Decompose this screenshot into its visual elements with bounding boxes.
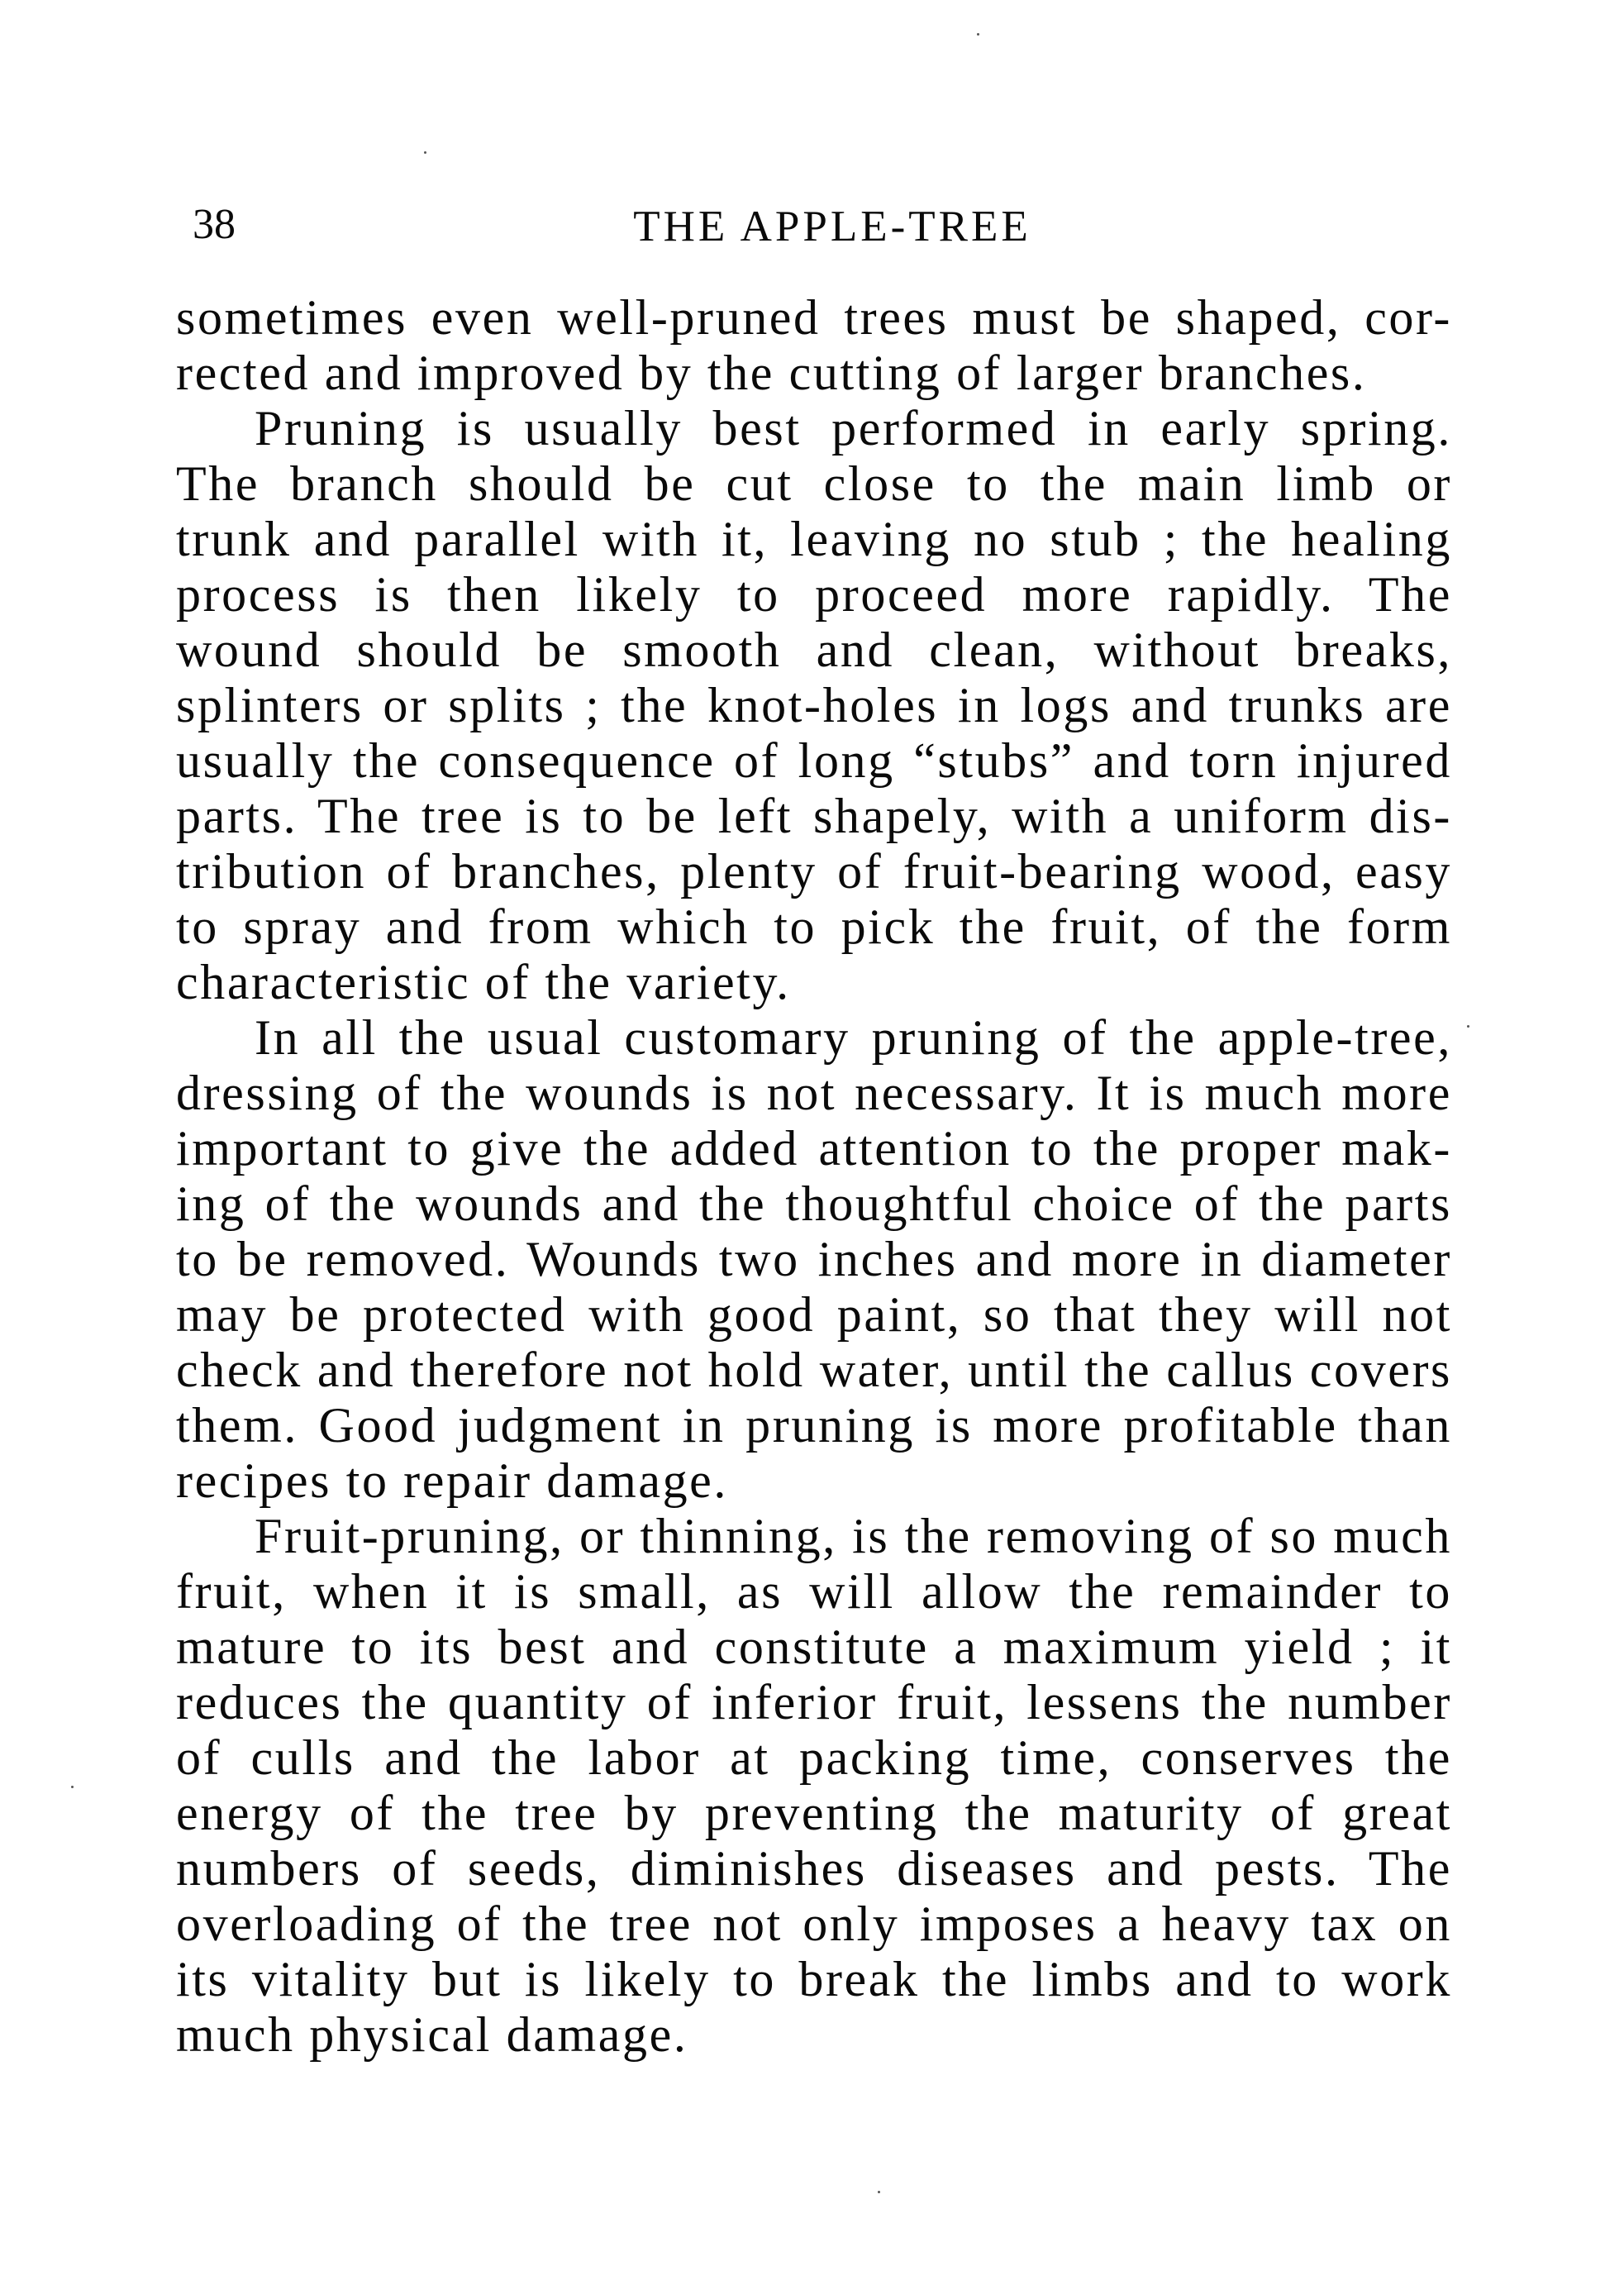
text-line: dressing of the wounds is not necessary. It is much more xyxy=(176,1066,1452,1120)
paragraph-wound-dressing xyxy=(176,1010,1452,1509)
running-title: THE APPLE-TREE xyxy=(633,203,1031,250)
text-line: fruit, when it is small, as will allow the remainder to xyxy=(176,1564,1452,1619)
scan-speck xyxy=(1467,1025,1469,1028)
text-line: overloading of the tree not only imposes a heavy tax on xyxy=(176,1896,1452,1951)
text-line: reduces the quantity of inferior fruit, lessens the number xyxy=(176,1675,1452,1729)
text-line: trunk and parallel with it, leaving no stub ; the healing xyxy=(176,512,1452,566)
text-line: them. Good judgment in pruning is more profitable than xyxy=(176,1398,1452,1453)
text-line: check and therefore not hold water, until the callus covers xyxy=(176,1343,1452,1397)
running-head xyxy=(0,0,1624,265)
paragraph-pruning-method xyxy=(176,401,1452,1010)
scan-speck xyxy=(71,1786,74,1788)
text-line: parts. The tree is to be left shapely, with a uniform dis- xyxy=(176,789,1452,843)
text-line: much physical damage. xyxy=(176,2007,688,2062)
text-line: its vitality but is likely to break the limbs and to work xyxy=(176,1952,1452,2006)
text-line: recipes to repair damage. xyxy=(176,1453,729,1508)
text-line: ing of the wounds and the thoughtful choice of the parts xyxy=(176,1176,1452,1231)
text-line: usually the consequence of long “stubs” and torn injured xyxy=(176,733,1452,788)
scan-speck xyxy=(424,151,426,154)
page-number: 38 xyxy=(193,201,236,248)
text-line: tribution of branches, plenty of fruit-bearing wood, easy xyxy=(176,844,1452,899)
text-line: Fruit-pruning, or thinning, is the removing of so much xyxy=(255,1509,1452,1563)
text-line: Pruning is usually best performed in early spring. xyxy=(255,401,1452,456)
text-line: to be removed. Wounds two inches and more in diameter xyxy=(176,1232,1452,1286)
text-line: The branch should be cut close to the main limb or xyxy=(176,456,1452,511)
paragraph-continuation xyxy=(176,290,1452,401)
text-line: wound should be smooth and clean, without breaks, xyxy=(176,623,1452,677)
text-line: In all the usual customary pruning of the apple-tree, xyxy=(255,1010,1452,1065)
text-line: of culls and the labor at packing time, conserves the xyxy=(176,1730,1452,1785)
text-line: may be protected with good paint, so that they will not xyxy=(176,1287,1452,1342)
body-text xyxy=(176,290,1452,2063)
text-line: splinters or splits ; the knot-holes in logs and trunks are xyxy=(176,678,1452,732)
text-line: energy of the tree by preventing the maturity of great xyxy=(176,1786,1452,1840)
text-line: important to give the added attention to the proper mak- xyxy=(176,1121,1452,1176)
text-line: process is then likely to proceed more rapidly. The xyxy=(176,567,1452,622)
scan-speck xyxy=(977,33,979,36)
paragraph-fruit-thinning xyxy=(176,1509,1452,2063)
text-line: characteristic of the variety. xyxy=(176,955,791,1009)
text-line: numbers of seeds, diminishes diseases and pests. The xyxy=(176,1841,1452,1896)
text-line: sometimes even well-pruned trees must be shaped, cor- xyxy=(176,290,1452,345)
text-line: to spray and from which to pick the fruit, of the form xyxy=(176,899,1452,954)
scan-speck xyxy=(878,2191,880,2193)
text-line: mature to its best and constitute a maximum yield ; it xyxy=(176,1620,1452,1674)
text-line: rected and improved by the cutting of larger branches. xyxy=(176,346,1367,400)
